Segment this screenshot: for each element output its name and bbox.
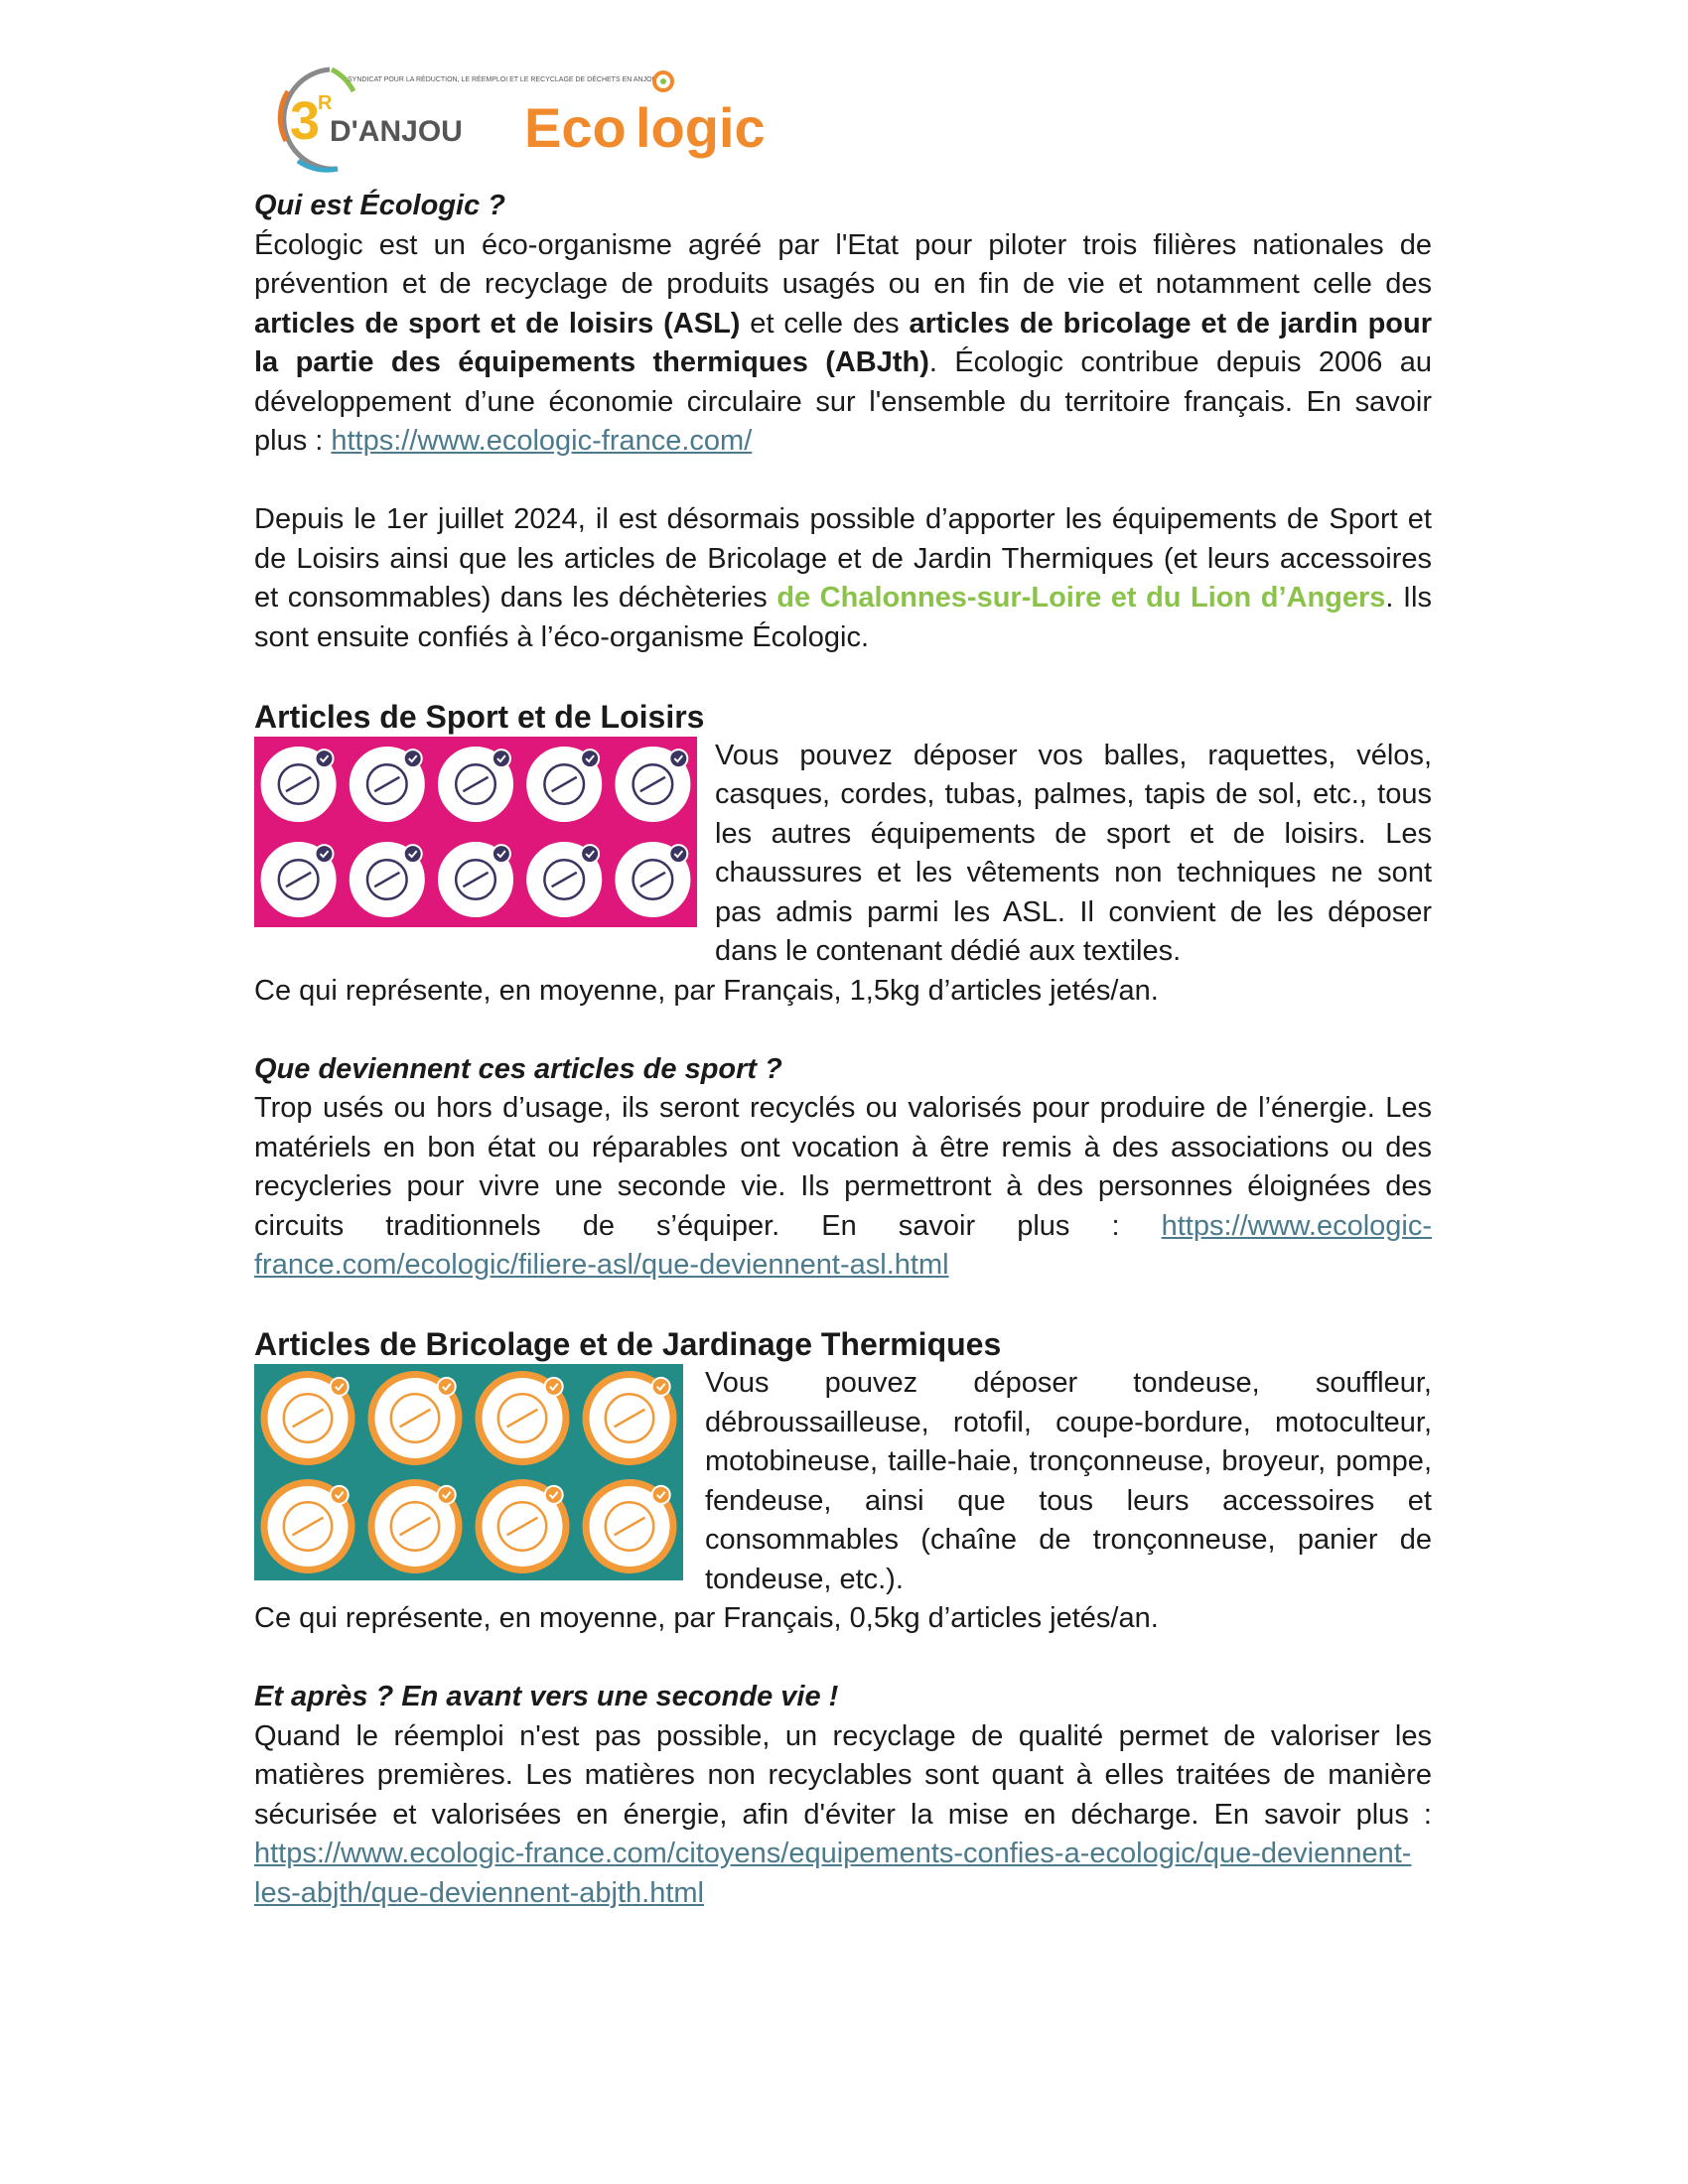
svg-text:3: 3 — [290, 91, 321, 151]
dumbbell-icon — [440, 749, 511, 820]
basketball-icon — [352, 844, 423, 915]
tiller-icon — [479, 1375, 566, 1462]
check-badge-icon — [545, 1486, 563, 1504]
bicycle-icon — [440, 844, 511, 915]
intro-heading: Qui est Écologic ? — [254, 190, 505, 221]
ecologic-link[interactable]: https://www.ecologic-france.com/ — [331, 425, 753, 457]
grinder-icon — [371, 1375, 459, 1462]
check-badge-icon — [652, 1378, 670, 1396]
lawnmower-icon — [264, 1375, 352, 1462]
sport-text: Vous pouvez déposer vos balles, raquettes, vélos, casques, cordes, tubas, palmes, tapis de sol, etc., tous les autres équipements de sport et de loisirs. Les chaussures et les vêtements non techniques ne sont pas admis parmi les ASL. Il convient de les déposer dans le contenant dédié aux textiles. — [715, 739, 1432, 967]
chainsaw-icon — [479, 1483, 566, 1570]
check-badge-icon — [404, 845, 422, 863]
check-badge-icon — [545, 1378, 563, 1396]
garden-text: Vous pouvez déposer tondeuse, souffleur, débroussailleuse, rotofil, coupe-bordure, motoculteur, motobineuse, taille-haie, tronçonneuse, broyeur, pompe, fendeuse, ainsi que tous leurs accessoires et consommables (chaîne de tronçonneuse, panier de tondeuse, etc.). — [705, 1367, 1432, 1595]
check-badge-icon — [669, 845, 687, 863]
3r-anjou-text: D'ANJOU — [330, 115, 463, 148]
garden-stat: Ce qui représente, en moyenne, par Français, 0,5kg d’articles jetés/an. — [254, 1602, 1159, 1634]
document-body — [254, 0, 1432, 1913]
availability-paragraph: Depuis le 1er juillet 2024, il est désormais possible d’apporter les équipements de Sport et de Loisirs ainsi que les articles de Bricolage et de Jardin Thermiques (et leurs accessoires et consommables) dans les déchèteries de Chalonnes-sur-Loire et du Lion d’Angers. Ils sont ensuite confiés à l’éco-organisme Écologic. — [254, 503, 1432, 653]
check-badge-icon — [581, 750, 599, 767]
check-badge-icon — [652, 1486, 670, 1504]
abjth-link[interactable]: https://www.ecologic-france.com/citoyens/equipements-confies-a-ecologic/que-deviennent-les-abjth/que-deviennent-abjth.html — [254, 1838, 1412, 1909]
sport-future-text: Trop usés ou hors d’usage, ils seront recyclés ou valorisés pour produire de l’énergie. Les matériels en bon état ou réparables ont vocation à être remis à des associations ou des recycleries pour vivre une seconde vie. Ils permettront à des personnes éloignées des circuits traditionnels de s’équiper. En savoir plus : https://www.ecologic-france.com/ecologic/filiere-asl/que-deviennent-asl.html — [254, 1092, 1432, 1281]
tennis-racket-icon — [617, 749, 688, 820]
surfboard-icon — [528, 844, 600, 915]
check-badge-icon — [331, 1378, 349, 1396]
trimmer-icon — [586, 1483, 673, 1570]
sport-heading: Articles de Sport et de Loisirs — [254, 698, 705, 735]
garden-heading: Articles de Bricolage et de Jardinage Thermiques — [254, 1326, 1002, 1362]
fishing-rod-icon — [263, 749, 335, 820]
scooter-icon — [263, 844, 335, 915]
check-badge-icon — [404, 750, 422, 767]
ecologic-logic: logic — [635, 96, 766, 159]
check-badge-icon — [581, 845, 599, 863]
sport-stat: Ce qui représente, en moyenne, par Français, 1,5kg d’articles jetés/an. — [254, 974, 1159, 1007]
after-heading: Et après ? En avant vers une seconde vie ! — [254, 1681, 839, 1712]
check-badge-icon — [669, 750, 687, 767]
sport-future-heading: Que deviennent ces articles de sport ? — [254, 1052, 782, 1085]
check-badge-icon — [438, 1378, 456, 1396]
check-badge-icon — [316, 845, 334, 863]
leaf-blower-icon — [586, 1375, 673, 1462]
tent-icon — [352, 749, 423, 820]
dechetteries-highlight: de Chalonnes-sur-Loire et du Lion d’Angers — [776, 582, 1386, 614]
check-badge-icon — [331, 1486, 349, 1504]
garden-icons-image — [254, 1364, 683, 1585]
saw-blade-icon — [371, 1483, 459, 1570]
check-badge-icon — [492, 750, 510, 767]
sport-icons-image — [254, 737, 697, 932]
check-badge-icon — [438, 1486, 456, 1504]
after-text: Quand le réemploi n'est pas possible, un recyclage de qualité permet de valoriser les matières premières. Les matières non recyclables sont quant à elles traitées de manière sécurisée et valorisées en énergie, afin d'éviter la mise en décharge. En savoir plus : https://www.ecologic-france.com/citoyens/equipements-confies-a-ecologic/que-deviennent-les-abjth/que-deviennent-abjth.html — [254, 1719, 1432, 1909]
roller-skate-icon — [528, 749, 600, 820]
check-badge-icon — [316, 750, 334, 767]
ecologic-eco: Eco — [524, 96, 627, 159]
ride-on-mower-icon — [264, 1483, 352, 1570]
3r-tagline: SYNDICAT POUR LA RÉDUCTION, LE RÉEMPLOI ET LE RECYCLAGE DE DÉCHETS EN ANJOU — [348, 76, 657, 83]
intro-paragraph: Écologic est un éco-organisme agréé par l'Etat pour piloter trois filières nationales de prévention et de recyclage de produits usagés ou en fin de vie et notamment celle des articles de sport et de loisirs (ASL) et celle des articles de bricolage et de jardin pour la partie des équipements thermiques (ABJth). Écologic contribue depuis 2006 au développement d’une économie circulaire sur l'ensemble du territoire français. En savoir plus : https://www.ecologic-france.com/ — [254, 228, 1432, 457]
check-badge-icon — [492, 845, 510, 863]
ski-icon — [617, 844, 688, 915]
svg-text:R: R — [318, 92, 333, 114]
asl-link[interactable]: https://www.ecologic-france.com/ecologic/filiere-asl/que-deviennent-asl.html — [254, 1209, 1432, 1281]
